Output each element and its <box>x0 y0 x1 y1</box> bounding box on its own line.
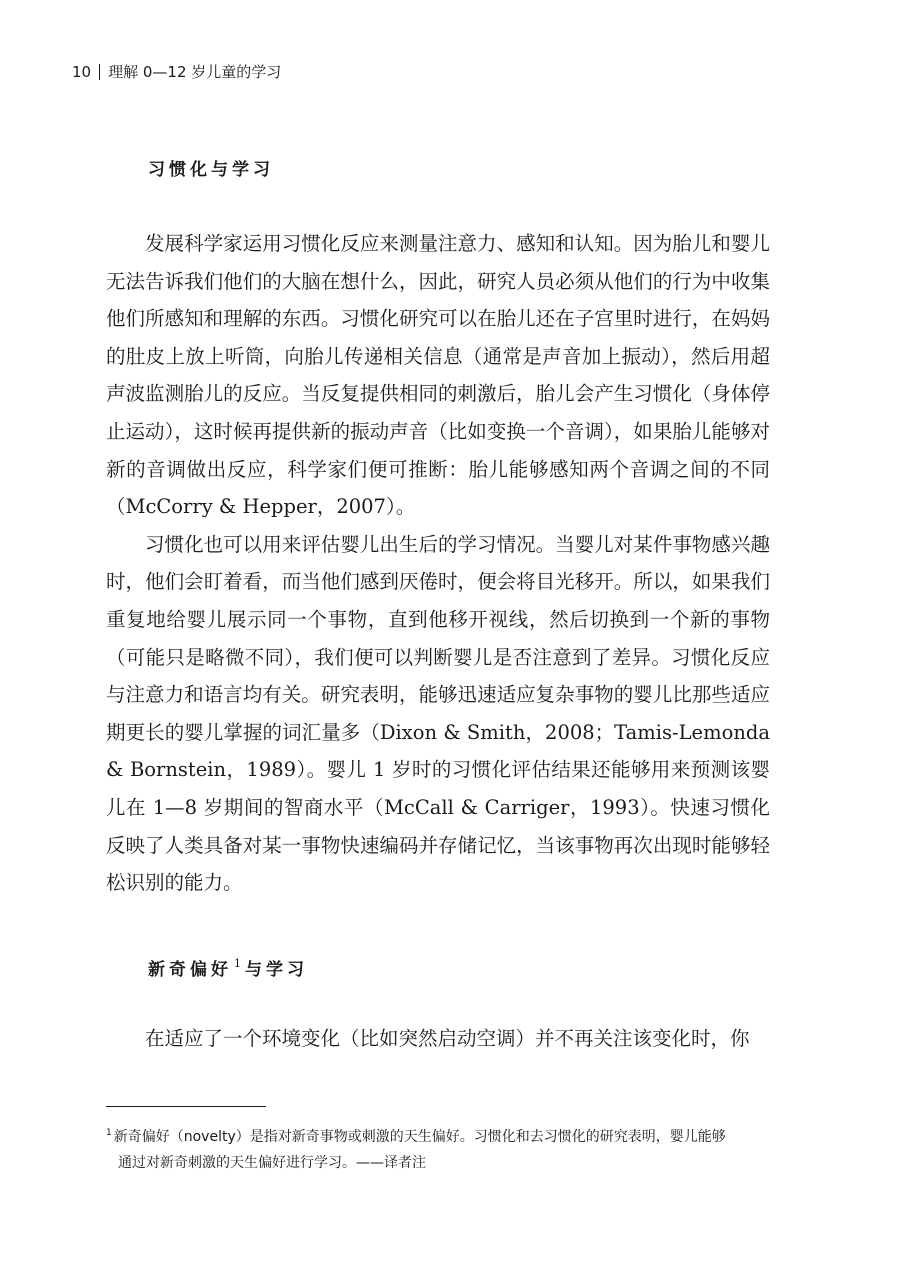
footnote-line-continued: 通过对新奇刺激的天生偏好进行学习。——译者注 <box>118 1155 426 1171</box>
footnote <box>106 1120 770 1176</box>
footnote-divider <box>106 1106 266 1107</box>
heading-text: 新奇偏好 <box>148 960 232 980</box>
paragraph: 习惯化也可以用来评估婴儿出生后的学习情况。当婴儿对某件事物感兴趣时，他们会盯着看，而当他们感到厌倦时，便会将目光移开。所以，如果我们重复地给婴儿展示同一个事物，直到他移开视线，然后切换到一个新的事物（可能只是略微不同），我们便可以判断婴儿是否注意到了差异。习惯化反应与注意力和语言均有关。研究表明，能够迅速适应复杂事物的婴儿比那些适应期更长的婴儿掌握的词汇量多（Dixon & Smith，2008；Tamis-Lemonda & Bornstein，1989）。婴儿 1 岁时的习惯化评估结果还能够用来预测该婴儿在 1—8 岁期间的智商水平（McCall & Carriger，1993）。快速习惯化反映了人类具备对某一事物快速编码并存储记忆，当该事物再次出现时能够轻松识别的能力。 <box>106 532 770 895</box>
paragraph: 在适应了一个环境变化（比如突然启动空调）并不再关注该变化时，你 <box>145 1027 750 1050</box>
running-header <box>72 62 281 82</box>
heading-text: 与学习 <box>245 960 308 980</box>
header-separator <box>99 64 100 80</box>
paragraph: 发展科学家运用习惯化反应来测量注意力、感知和认知。因为胎儿和婴儿无法告诉我们他们的大脑在想什么，因此，研究人员必须从他们的行为中收集他们所感知和理解的东西。习惯化研究可以在胎儿还在子宫里时进行，在妈妈的肚皮上放上听筒，向胎儿传递相关信息（通常是声音加上振动），然后用超声波监测胎儿的反应。当反复提供相同的刺激后，胎儿会产生习惯化（身体停止运动），这时候再提供新的振动声音（比如变换一个音调），如果胎儿能够对新的音调做出反应，科学家们便可推断：胎儿能够感知两个音调之间的不同（McCorry & Hepper，2007）。 <box>106 232 770 519</box>
section-heading-habituation: 习惯化与学习 <box>148 160 274 180</box>
book-title: 理解 0—12 岁儿童的学习 <box>108 63 282 81</box>
section-heading-novelty-preference <box>148 953 308 981</box>
footnote-marker: 1 <box>234 957 241 970</box>
footnote-text: 新奇偏好（novelty）是指对新奇事物或刺激的天生偏好。习惯化和去习惯化的研究表明，婴儿能够 <box>113 1129 726 1145</box>
footnote-line <box>106 1129 726 1145</box>
footnote-mark: 1 <box>106 1128 112 1138</box>
page-number: 10 <box>72 63 92 81</box>
section-body-habituation <box>106 225 770 902</box>
section-body-novelty-preference <box>106 1020 770 1058</box>
